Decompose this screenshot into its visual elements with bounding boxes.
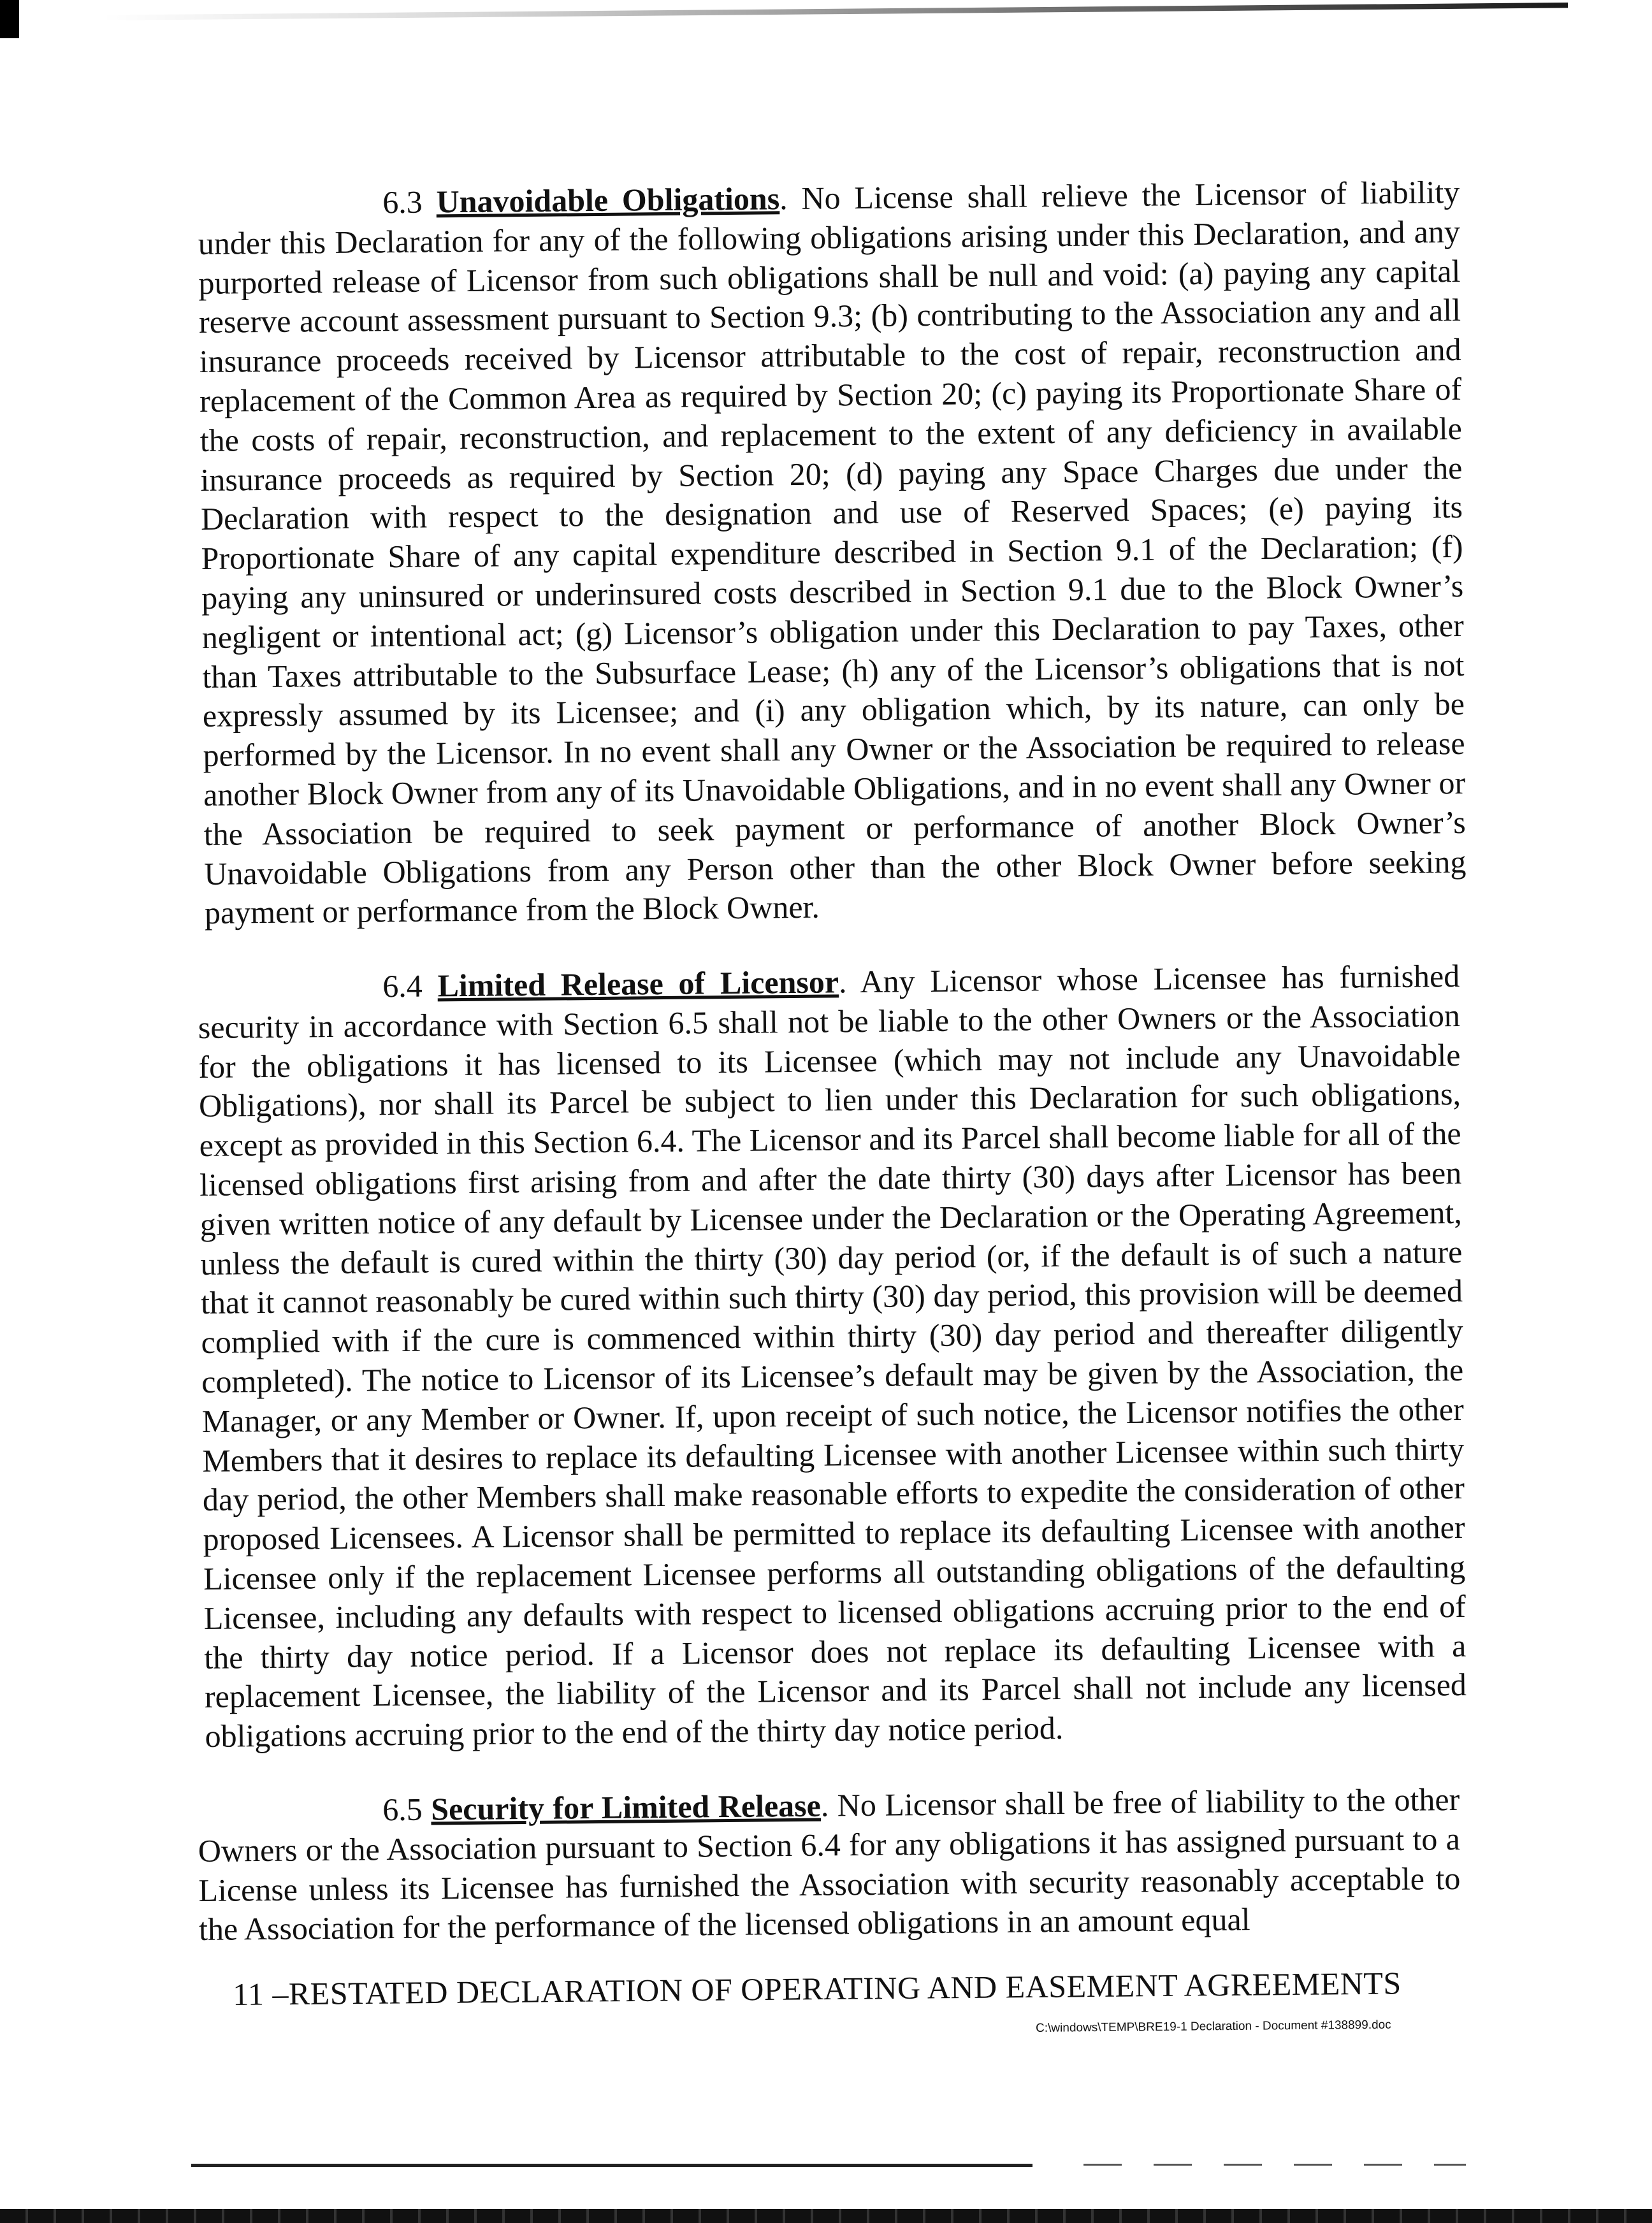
section-number: 6.3: [382, 184, 423, 221]
section-6-3: [198, 173, 1467, 933]
section-6-5: [198, 1780, 1461, 1950]
section-heading: Security for Limited Release: [430, 1787, 822, 1827]
section-6-4: [198, 957, 1467, 1756]
section-number: 6.5: [382, 1791, 423, 1828]
footer-title: 11 –RESTATED DECLARATION OF OPERATING AND EASEMENT AGREEMENTS: [233, 1965, 1402, 2012]
section-heading: Limited Release of Licensor: [437, 964, 839, 1004]
section-number: 6.4: [382, 967, 423, 1004]
section-body: . No License shall relieve the Licensor of liability under this Declaration for any of the following obligations arising under this Declaration, and any purported release of Licensor from such obligations shall be null and void: (a) paying any capital reserve account assessment pursuant to Section 9.3; (b) contributing to the Association any and all insurance proceeds received by Licensor attributable to the cost of repair, reconstruction and replacement of the Common Area as required by Section 20; (c) paying its Proportionate Share of the costs of repair, reconstruction, and replacement to the extent of any deficiency in available insurance proceeds as required by Section 20; (d) paying any Space Charges due under the Declaration with respect to the designation and use of Reserved Spaces; (e) paying its Proportionate Share of any capital expenditure described in Section 9.1 of the Declaration; (f) paying any uninsured or underinsured costs described in Section 9.1 due to the Block Owner’s negligent or intentional act; (g) Licensor’s obligation under this Declaration to pay Taxes, other than Taxes attributable to the Subsurface Lease; (h) any of the Licensor’s obligations that is not expressly assumed by its Licensee; and (i) any obligation which, by its nature, can only be performed by the Licensor. In no event shall any Owner or the Association be required to release another Block Owner from any of its Unavoidable Obligations, and in no event shall any Owner or the Association be required to seek payment or performance of another Block Owner’s Unavoidable Obligations from any Person other than the other Block Owner before seeking payment or performance from the Block Owner.: [198, 173, 1467, 931]
scan-edge-mark: [0, 0, 19, 38]
section-heading: Unavoidable Obligations: [436, 180, 780, 220]
footer-file-path: C:\windows\TEMP\BRE19-1 Declaration - Document #138899.doc: [1036, 2018, 1391, 2035]
scan-bottom-line: [191, 2164, 1032, 2167]
scan-bottom-dashes: [1083, 2164, 1466, 2166]
section-body: . No Licensor shall be free of liability to the other Owners or the Association pursuant to Section 6.4 for any obligations it has assigned pursuant to a License unless its Licensee has furnished the Association with security reasonably acceptable to the Association for the performance of the licensed obligations in an amount equal: [198, 1781, 1461, 1948]
scan-bottom-band: [0, 2209, 1652, 2223]
document-page: [198, 173, 1467, 1950]
scan-top-streak: [102, 3, 1568, 20]
section-body: . Any Licensor whose Licensee has furnished security in accordance with Section 6.5 shall not be liable to the other Owners or the Association for the obligations it has licensed to its Licensee (which may not include any Unavoidable Obligations), nor shall its Parcel be subject to lien under this Declaration for such obligations, except as provided in this Section 6.4. The Licensor and its Parcel shall become liable for all of the licensed obligations first arising from and after the date thirty (30) days after Licensor has been given written notice of any default by Licensee under the Declaration or the Operating Agreement, unless the default is cured within the thirty (30) day period (or, if the default is of such a nature that it cannot reasonably be cured within such thirty (30) day period, this provision will be deemed complied with if the cure is commenced within thirty (30) day period and thereafter diligently completed). The notice to Licensor of its Licensee’s default may be given by the Association, the Manager, or any Member or Owner. If, upon receipt of such notice, the Licensor notifies the other Members that it desires to replace its defaulting Licensee with another Licensee within such thirty day period, the other Members shall make reasonable efforts to expedite the consideration of other proposed Licensees. A Licensor shall be permitted to replace its defaulting Licensee with another Licensee only if the replacement Licensee performs all outstanding obligations of the defaulting Licensee, including any defaults with respect to licensed obligations accruing prior to the end of the thirty day notice period. If a Licensor does not replace its defaulting Licensee with a replacement Licensee, the liability of the Licensor and its Parcel shall not include any licensed obligations accruing prior to the end of the thirty day notice period.: [198, 958, 1467, 1755]
